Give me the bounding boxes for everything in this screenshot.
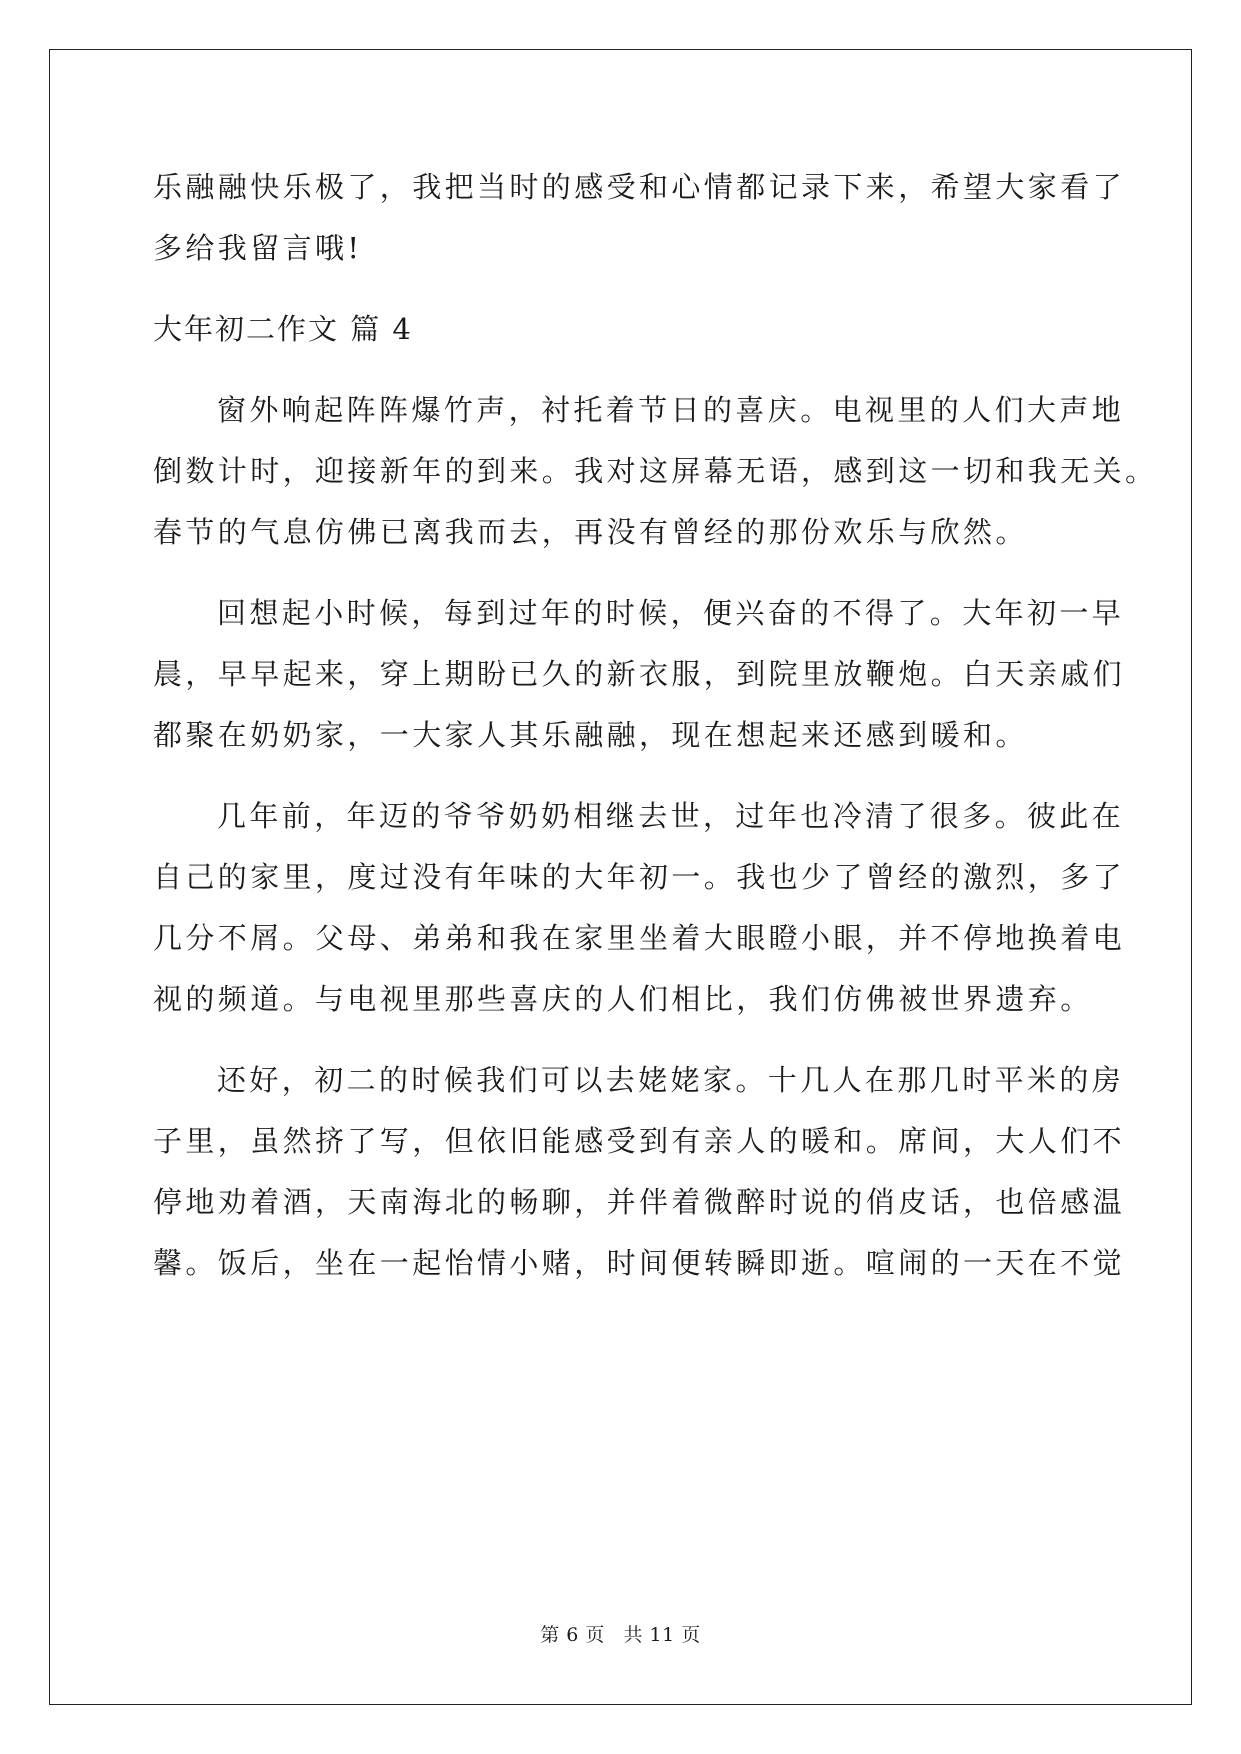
document-body (153, 157, 1158, 1294)
text-line: 自己的家里，度过没有年味的大年初一。我也少了曾经的激烈，多了 (153, 860, 1126, 894)
text-line: 几年前，年迈的爷爷奶奶相继去世，过年也冷清了很多。彼此在 (217, 799, 1125, 833)
text-line: 还好，初二的时候我们可以去姥姥家。十几人在那几时平米的房 (217, 1063, 1125, 1097)
page-total: 共 11 页 (623, 1624, 701, 1646)
text-line: 馨。饭后，坐在一起怡情小赌，时间便转瞬即逝。喧闹的一天在不觉 (153, 1246, 1126, 1280)
text-line: 窗外响起阵阵爆竹声，衬托着节日的喜庆。电视里的人们大声地 (217, 393, 1125, 427)
text-line: 倒数计时，迎接新年的到来。我对这屏幕无语，感到这一切和我无关。 (153, 454, 1158, 488)
text-line: 乐融融快乐极了，我把当时的感受和心情都记录下来，希望大家看了 (153, 170, 1126, 204)
text-line: 多给我留言哦! (153, 231, 363, 265)
text-line: 停地劝着酒，天南海北的畅聊，并伴着微醉时说的俏皮话，也倍感温 (153, 1185, 1126, 1219)
text-line: 回想起小时候，每到过年的时候，便兴奋的不得了。大年初一早 (217, 596, 1125, 630)
paragraph (153, 380, 1158, 563)
paragraph (153, 583, 1126, 766)
text-line: 都聚在奶奶家，一大家人其乐融融，现在想起来还感到暖和。 (153, 718, 1028, 752)
section-heading: 大年初二作文 篇 4 (153, 312, 413, 346)
text-line: 视的频道。与电视里那些喜庆的人们相比，我们仿佛被世界遗弃。 (153, 982, 1093, 1016)
text-line: 子里，虽然挤了写，但依旧能感受到有亲人的暖和。席间，大人们不 (153, 1124, 1126, 1158)
text-line: 几分不屑。父母、弟弟和我在家里坐着大眼瞪小眼，并不停地换着电 (153, 921, 1126, 955)
paragraph (153, 1050, 1126, 1294)
text-line: 晨，早早起来，穿上期盼已久的新衣服，到院里放鞭炮。白天亲戚们 (153, 657, 1126, 691)
paragraph (153, 786, 1126, 1030)
continuation-paragraph (153, 157, 1126, 279)
page-footer (0, 1620, 1241, 1647)
page-number: 第 6 页 (540, 1624, 605, 1646)
text-line: 春节的气息仿佛已离我而去，再没有曾经的那份欢乐与欣然。 (153, 515, 1028, 549)
